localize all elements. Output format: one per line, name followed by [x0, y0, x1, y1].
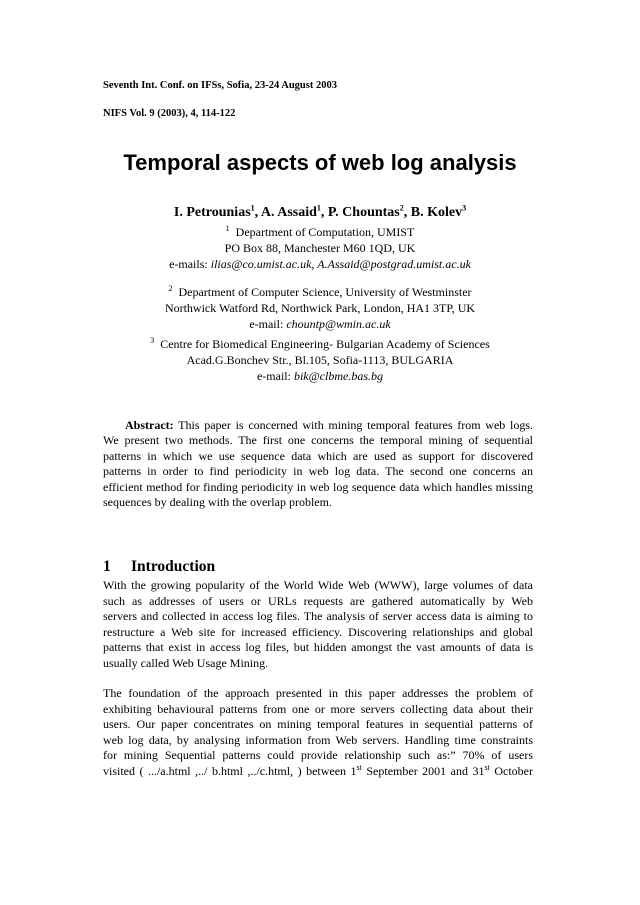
affiliation-address: PO Box 88, Manchester M60 1QD, UK — [224, 241, 416, 255]
affiliation-number: 2 — [168, 284, 173, 293]
abstract-line: sequences by dealing with the overlap problem. — [103, 495, 332, 510]
text-line: visited ( .../a.html ,../ b.html ,../c.html, ) between 1st September 2001 and 31st October — [103, 762, 533, 778]
journal-reference: NIFS Vol. 9 (2003), 4, 114-122 — [103, 108, 236, 119]
text-line: exhibiting behavioural patterns from one or more servers collecting data about their — [103, 701, 533, 716]
affiliation-1 — [0, 224, 640, 272]
email-address: bik@clbme.bas.bg — [293, 369, 383, 383]
text-line: The foundation of the approach presented in this paper addresses the problem of — [103, 686, 533, 700]
affiliation-number: 1 — [225, 224, 230, 233]
text-line: for mining Sequential patterns could provide relationship such as:” 70% of users — [103, 748, 533, 762]
text-line: patterns that exist in access log files, but hidden amongst the vast amounts of data is — [103, 640, 533, 654]
section-title: Introduction — [131, 558, 216, 575]
text-line: With the growing popularity of the World Wide Web (WWW), large volumes of data — [103, 578, 533, 592]
abstract-line: We present two methods. The first one concerns the temporal mining of sequential — [103, 433, 533, 448]
abstract-line: This paper is concerned with mining temporal features from web logs. — [173, 418, 533, 432]
author: I. Petrounias — [173, 205, 251, 220]
abstract-line: efficient method for finding periodicity in web log sequence data which handles missing — [103, 479, 533, 494]
abstract-line: patterns in which we use sequence data which are used as support for discovered — [103, 448, 533, 463]
abstract-line: patterns in order to find periodicity in web log data. The second one concerns an — [103, 464, 533, 479]
email-label: e-mails: — [169, 257, 211, 271]
paper-title: Temporal aspects of web log analysis — [123, 150, 517, 175]
text-line: users. Our paper concentrates on mining temporal features in sequential patterns of — [103, 717, 533, 731]
section-number: 1 — [103, 558, 111, 575]
affiliation-marker: 3 — [462, 203, 467, 213]
text-line: restructure a Web site for increased efficiency. Discovering relationships and global — [103, 624, 533, 639]
affiliation-2 — [0, 284, 640, 332]
text-line: servers and collected in access log files. The analysis of server access data is aiming to — [103, 609, 533, 623]
affiliation-marker: 2 — [399, 203, 404, 213]
text-line: web log data, by analysing information from Web servers. Handling time constraints — [103, 732, 533, 747]
text-line: such as addresses of users or URLs requests are gathered automatically by Web — [103, 593, 533, 608]
abstract — [103, 418, 533, 510]
email-label: e-mail: — [249, 317, 287, 331]
affiliation-department: Department of Computation, UMIST — [235, 225, 415, 239]
conference-header: Seventh Int. Conf. on IFSs, Sofia, 23-24 August 2003 — [103, 80, 337, 91]
affiliation-department: Centre for Biomedical Engineering- Bulgarian Academy of Sciences — [160, 337, 490, 351]
author-list: I. Petrounias$^1$, A. Assaid$^1$, P. Chountas$^2$, B. Kolev$^3$ — [173, 203, 467, 220]
email-address: ilias@co.umist.ac.uk, A.Assaid@postgrad.umist.ac.uk — [210, 257, 471, 271]
affiliation-number: 3 — [150, 336, 155, 345]
author: P. Chountas — [327, 205, 400, 220]
text-line: usually called Web Usage Mining. — [103, 655, 269, 670]
intro-paragraph-2 — [103, 686, 533, 779]
email-address: chountp@wmin.ac.uk — [286, 317, 391, 331]
affiliation-address: Northwick Watford Rd, Northwick Park, London, HA1 3TP, UK — [164, 301, 476, 315]
affiliation-department: Department of Computer Science, University of Westminster — [178, 285, 472, 299]
author: B. Kolev — [410, 205, 463, 220]
author: A. Assaid — [260, 205, 317, 220]
affiliation-marker: 1 — [250, 203, 255, 213]
affiliation-address: Acad.G.Bonchev Str., Bl.105, Sofia-1113, BULGARIA — [186, 353, 454, 367]
email-label: e-mail: — [256, 369, 294, 383]
section-heading — [103, 558, 215, 576]
affiliation-marker: 1 — [316, 203, 321, 213]
affiliation-3 — [0, 336, 640, 384]
intro-paragraph-1 — [103, 578, 533, 671]
abstract-label: Abstract: — [125, 418, 174, 432]
